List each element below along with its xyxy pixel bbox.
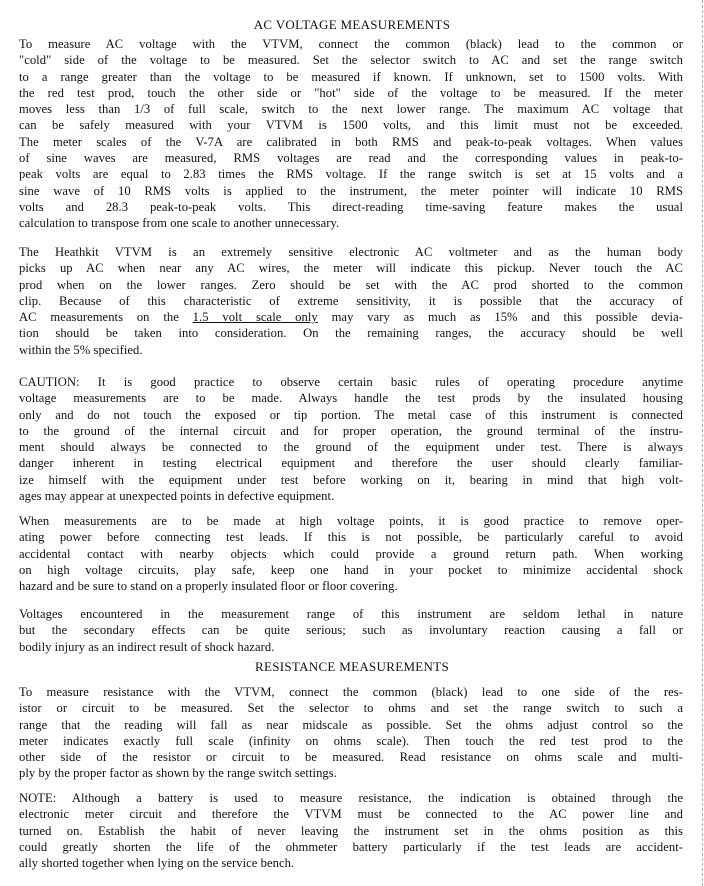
text-line: bodily injury as an indirect result of shock hazard. (19, 639, 275, 654)
text-line: range that the reading will fall as near midscale as possible. Set the ohms adjust control so the (19, 717, 683, 732)
text-line: NOTE: Although a battery is used to measure resistance, the indication is obtained through the (19, 791, 683, 805)
text-line: volts and 28.3 peak-to-peak volts. This direct-reading time-saving feature makes the usual (19, 199, 683, 214)
text-line: When measurements are to be made at high voltage points, it is good practice to remove oper- (19, 514, 683, 528)
text-line: ment should always be connected to the ground of the equipment under test. There is always (19, 440, 683, 455)
scan-edge-line (702, 0, 703, 886)
text-line: The Heathkit VTVM is an extremely sensitive electronic AC voltmeter and as the human body (19, 245, 683, 259)
text-line: ages may appear at unexpected points in defective equipment. (19, 489, 335, 504)
paragraph-ac-intro (19, 36, 683, 232)
text-line: calculation to transpose from one scale to another unnecessary. (19, 216, 340, 231)
section-heading-resistance: RESISTANCE MEASUREMENTS (254, 659, 450, 674)
text-line: To measure AC voltage with the VTVM, connect the common (black) lead to the common or (19, 37, 683, 51)
text-line: ize himself with the equipment under test before working on it, bearing in mind that high volt- (19, 472, 683, 487)
text-line: on high voltage circuits, play safe, keep one hand in your pocket to minimize accidental shock (19, 562, 683, 577)
text-line: within the 5% specified. (19, 342, 143, 357)
paragraph-high-voltage (19, 513, 683, 594)
text-line: could greatly shorten the life of the ohmmeter battery particularly if the test leads are accident- (19, 839, 683, 854)
text-line: turned on. Establish the habit of never leaving the instrument set in the ohms position as this (19, 823, 683, 838)
text-line: of sine waves are measured, RMS voltages are read and the corresponding values in peak-to- (19, 151, 683, 166)
text-line: accidental contact with nearby objects which could provide a ground return path. When working (19, 546, 683, 561)
paragraph-sensitivity (19, 244, 683, 358)
text-line: ating power before connecting test leads. If this is not possible, be particularly careful to avoid (19, 530, 683, 545)
text-line: electronic meter circuit and therefore the VTVM must be connected to the AC power line and (19, 807, 683, 822)
text-line: peak volts are equal to 2.83 times the RMS voltage. If the range switch is set at 15 volts and a (19, 167, 683, 182)
text-line: only and do not touch the exposed or tip portion. The metal case of this instrument is connected (19, 407, 683, 422)
text-line: but the secondary effects can be quite serious; such as involuntary reaction causing a fall or (19, 623, 683, 638)
text-line: voltage measurements are to be made. Always handle the test prods by the insulated housing (19, 391, 683, 406)
text-line: meter indicates exactly full scale (infinity on ohms scale). Then touch the red test prod to the (19, 733, 683, 748)
text-line: To measure resistance with the VTVM, connect the common (black) lead to one side of the res- (19, 685, 683, 699)
text-line: The meter scales of the V-7A are calibrated in both RMS and peak-to-peak voltages. When values (19, 134, 683, 149)
section-heading-ac-voltage: AC VOLTAGE MEASUREMENTS (253, 17, 451, 32)
text-line: moves less than 1/3 of full scale, switch to the next lower range. The maximum AC voltage that (19, 102, 683, 117)
text-line: CAUTION: It is good practice to observe certain basic rules of operating procedure anytime (19, 375, 683, 389)
text-line: sine wave of 10 RMS volts is applied to the instrument, the meter pointer will indicate 10 RMS (19, 183, 683, 198)
text-line: ally shorted together when lying on the service bench. (19, 856, 295, 871)
text-line: clip. Because of this characteristic of extreme sensitivity, it is possible that the accuracy of (19, 293, 683, 308)
paragraph-secondary-effects (19, 606, 683, 655)
paragraph-note (19, 790, 683, 871)
text-line: the red test prod, touch the other side or "hot" side of the voltage to be measured. If the meter (19, 85, 683, 100)
text-line: danger inherent in testing electrical equipment and therefore the user should clearly familiar- (19, 456, 683, 471)
text-line: other side of the resistor or circuit to be measured. Read resistance on ohms scale and multi- (19, 750, 683, 765)
paragraph-caution (19, 374, 683, 504)
text-line: prod when on the lower ranges. Zero should be set with the AC prod shorted to the common (19, 277, 683, 292)
paragraph-resistance-procedure (19, 684, 683, 782)
text-line: ply by the proper factor as shown by the range switch settings. (19, 766, 337, 781)
text-line: can be safely measured with your VTVM is 1500 volts, and this limit must not be exceeded. (19, 118, 683, 133)
text-line: hazard and be sure to stand on a properly insulated floor or floor covering. (19, 579, 398, 594)
text-line: to the ground of the internal circuit and for proper operation, the ground terminal of the instru- (19, 423, 683, 438)
text-line: picks up AC when near any AC wires, the meter will indicate this pickup. Never touch the AC (19, 261, 683, 276)
text-line-with-underline: AC measurements on the 1.5 volt scale only may vary as much as 15% and this possible devia- (19, 310, 683, 325)
text-line: to a range greater than the voltage to be measured if known. If unknown, set to 1500 volts. With (19, 69, 683, 84)
text-line: Voltages encountered in the measurement range of this instrument are seldom lethal in nature (19, 607, 683, 621)
text-line: istor or circuit to be measured. Set the selector to ohms and set the range switch to such a (19, 701, 683, 716)
underlined-phrase: 1.5 volt scale only (192, 310, 318, 325)
text-line: "cold" side of the voltage to be measured. Set the selector switch to AC and set the range switch (19, 53, 683, 68)
text-line: tion should be taken into consideration. On the remaining ranges, the accuracy should be well (19, 326, 683, 341)
